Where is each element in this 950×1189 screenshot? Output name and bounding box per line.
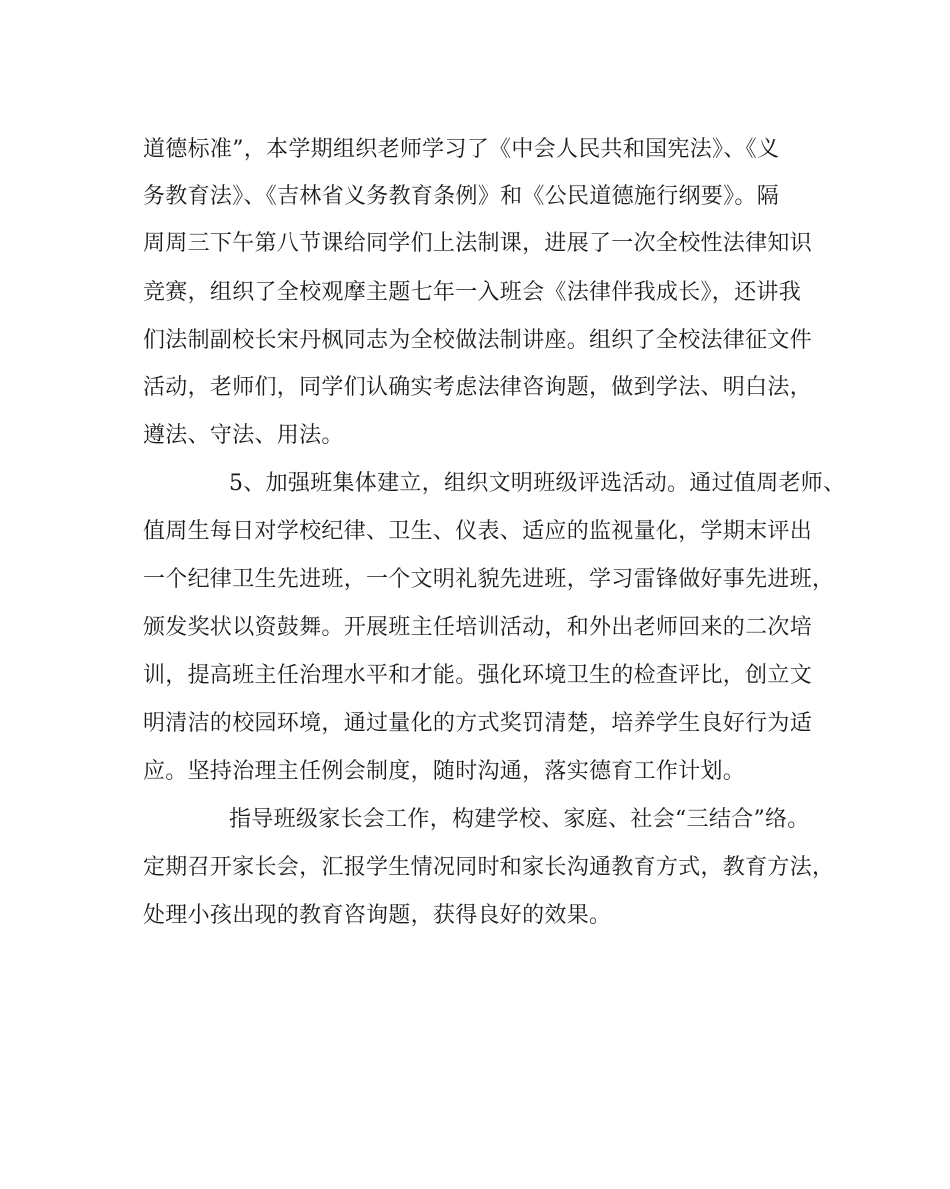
text-line: 颁发奖状以资鼓舞。开展班主任培训活动，和外出老师回来的二次培 bbox=[143, 615, 813, 640]
text-line: 值周生每日对学校纪律、卫生、仪表、适应的监视量化，学期末评出 bbox=[143, 519, 813, 544]
text-line: 训，提高班主任治理水平和才能。强化环境卫生的检查评比，创立文 bbox=[143, 663, 813, 688]
text-line: 务教育法》、《吉林省义务教育条例》和《公民道德施行纲要》。隔 bbox=[143, 184, 780, 209]
text-line: 竞赛，组织了全校观摩主题七年一入班会《法律伴我成长》，还讲我 bbox=[143, 280, 802, 305]
text-line: 道德标准”，本学期组织老师学习了《中会人民共和国宪法》、《义 bbox=[143, 137, 780, 162]
text-line: 应。坚持治理主任例会制度，随时沟通，落实德育工作计划。 bbox=[143, 759, 746, 784]
text-line: 遵法、守法、用法。 bbox=[143, 423, 344, 448]
text-line: 活动，老师们，同学们认确实考虑法律咨询题，做到学法、明白法， bbox=[143, 375, 813, 400]
text-line: 明清洁的校园环境，通过量化的方式奖罚清楚，培养学生良好行为适 bbox=[143, 711, 813, 736]
text-line: 周周三下午第八节课给同学们上法制课，进展了一次全校性法律知识 bbox=[143, 231, 813, 256]
paragraph-start-line: 5、加强班集体建立，组织文明班级评选活动。通过值周老师、 bbox=[229, 471, 846, 496]
text-line: 一个纪律卫生先进班，一个文明礼貌先进班，学习雷锋做好事先进班， bbox=[143, 567, 835, 592]
text-line: 们法制副校长宋丹枫同志为全校做法制讲座。组织了全校法律征文件 bbox=[143, 328, 813, 353]
text-line: 定期召开家长会，汇报学生情况同时和家长沟通教育方式，教育方法， bbox=[143, 855, 835, 880]
paragraph-start-line: 指导班级家长会工作，构建学校、家庭、社会“三结合”络。 bbox=[229, 807, 810, 832]
text-line: 处理小孩出现的教育咨询题，获得良好的效果。 bbox=[143, 903, 612, 928]
